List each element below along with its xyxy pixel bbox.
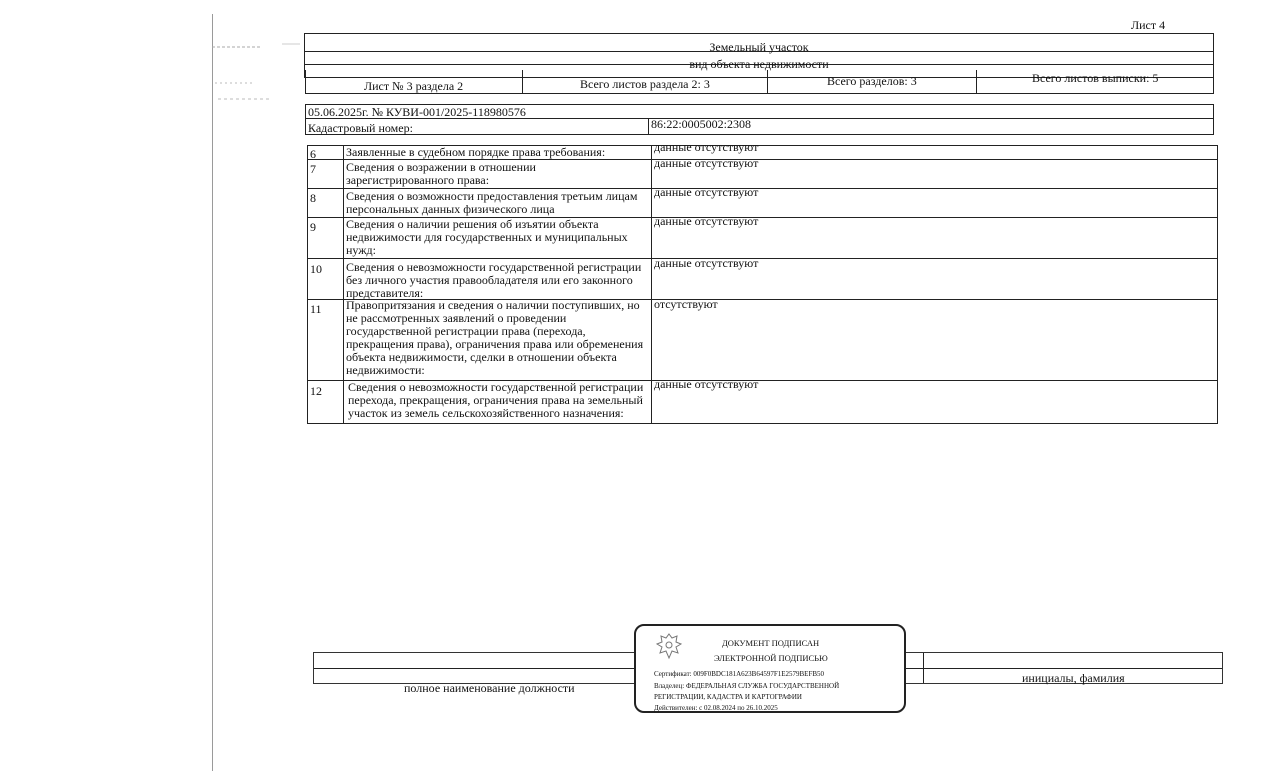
stamp-title: ДОКУМЕНТ ПОДПИСАН (722, 638, 820, 648)
total-extract-sheets: Всего листов выписки: 5 (1032, 71, 1159, 85)
sheet-of-section: Лист № 3 раздела 2 (364, 79, 464, 93)
document-info-block (305, 104, 1214, 135)
rights-claims-table: 6 Заявленные в судебном порядке права требования: данные отсутствуют 7 Сведения о возражении в отношении зарегистрированного права: данные отсутствуют 8 Сведения о возможности предоставления третьим лицам персональных данных физического лица данные отсутствуют 9 Сведения о наличии решения об изъятии объекта недвижимости для государственных и муниципальных нужд: данные отсутствуют 10 Сведения о невозможности государственной регистрации без личного участия правообладателя или его законного представителя: данные отсутствуют 11 Правопритязания и сведения о наличии поступивших, но не рассмотренных заявлений о проведении государственной регистрации права (перехода, прекращения права), ограничения права или обременения объекта недвижимости, сделки в отношении объекта недвижимости: отсутствуют 12 Сведения о невозможности государственной регистрации перехода, прекращения, ограничения права на земельный участок из земель сельскохозяйственного назначения: данные отсутствуют (307, 145, 1218, 424)
document-date-number: 05.06.2025г. № КУВИ-001/2025-118980576 (308, 105, 526, 119)
initials-caption: инициалы, фамилия (1022, 671, 1125, 685)
cadastral-number: 86:22:0005002:2308 (651, 117, 752, 131)
owner-line-1: Владелец: ФЕДЕРАЛЬНАЯ СЛУЖБА ГОСУДАРСТВЕННОЙ (654, 682, 840, 690)
cadastral-label: Кадастровый номер: (308, 121, 413, 135)
object-type-caption: вид объекта недвижимости (689, 57, 829, 71)
object-type: Земельный участок (709, 40, 809, 54)
certificate-number: Сертификат: 009F0BDC181A623B64597F1E2579BEFB50 (654, 670, 825, 678)
total-section-sheets: Всего листов раздела 2: 3 (580, 77, 710, 91)
scan-page-edge (212, 14, 213, 771)
coat-of-arms-icon (654, 631, 684, 661)
validity-period: Действителен: с 02.08.2024 по 26.10.2025 (654, 704, 778, 712)
sheet-number: Лист 4 (1131, 18, 1166, 32)
owner-line-2: РЕГИСТРАЦИИ, КАДАСТРА И КАРТОГРАФИИ (654, 693, 802, 701)
position-caption: полное наименование должности (404, 681, 575, 695)
total-sections: Всего разделов: 3 (827, 74, 917, 88)
electronic-signature-stamp (634, 624, 906, 713)
scan-artifacts (0, 0, 300, 120)
stamp-subtitle: ЭЛЕКТРОННОЙ ПОДПИСЬЮ (714, 653, 828, 663)
sheets-row (305, 70, 1214, 94)
